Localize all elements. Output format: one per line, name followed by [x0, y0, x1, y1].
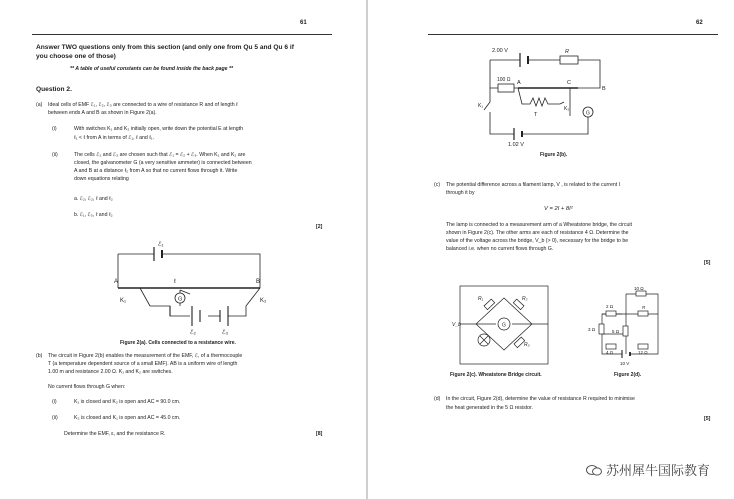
section-instructions: Answer TWO questions only from this section (and only one from Qu 5 and Qu 6 if you choose one of those) — [36, 44, 294, 60]
part-c-marks: [5] — [704, 260, 711, 266]
part-a-marks: [2] — [316, 224, 323, 230]
part-a-ii-label: (ii) — [52, 152, 58, 158]
fig2a-a: A — [114, 279, 119, 285]
watermark — [586, 460, 710, 479]
part-b-marks: [8] — [316, 431, 323, 437]
part-c-text-5: value of the voltage across the bridge, V_b (> 0), necessary for the bridge to be — [446, 238, 629, 244]
fig2d-5ohm: 5 Ω — [612, 329, 620, 334]
part-b-ii-text: K₂ is closed and K₁ is open and AC = 45.0 cm. — [74, 415, 181, 421]
part-c-equation: V = 2I + 8I² — [544, 206, 573, 212]
fig2b-c: C — [567, 80, 571, 86]
fig2b-g: G — [586, 110, 590, 117]
fig2a-b: B — [256, 279, 261, 285]
part-d-text-2: the heat generated in the 5 Ω resistor. — [446, 405, 533, 411]
fig2b-102v: 1.02 V — [508, 142, 524, 148]
part-b-text-3: 1.00 m and resistance 2.00 Ω. K₁ and K₂ are switches. — [48, 369, 173, 375]
fig2b-k2: K₂ — [564, 106, 570, 112]
exam-page-61 — [0, 0, 366, 499]
part-b-text-1: The circuit in Figure 2(b) enables the measurement of the EMF, ℰ, of a thermocouple — [48, 353, 243, 359]
fig2a-e1: ℰ₁ — [158, 242, 164, 248]
fig2b-100ohm: 100 Ω — [497, 77, 511, 83]
part-d-label: (d) — [434, 396, 441, 402]
part-a-i-text-2: ℓ₁ < ℓ from A in terms of ℰ₁, ℓ and ℓ₁. — [74, 135, 155, 141]
header-rule — [32, 34, 332, 35]
part-c-text-4: shown in Figure 2(c). The other arms are each of resistance 4 Ω. Determine the — [446, 230, 629, 236]
part-a-ii-text-3: A and B at a distance ℓ₂ from A so that no current flows through it. Write — [74, 168, 238, 174]
fig2d-10ohm: 10 Ω — [634, 286, 644, 291]
fig2a-e2: ℰ₂ — [190, 330, 196, 336]
figure-2c-caption: Figure 2(c). Wheatstone Bridge circuit. — [450, 372, 542, 378]
part-b-i-text: K₁ is closed and K₂ is open and AC = 90.0 cm. — [74, 399, 181, 405]
fig2a-k2: K₂ — [260, 298, 267, 304]
fig2b-b: B — [602, 86, 606, 92]
part-d-marks: [5] — [704, 416, 711, 422]
constants-note: ** A table of useful constants can be found inside the back page ** — [70, 66, 234, 72]
fig2d-3ohm: 3 Ω — [588, 327, 596, 332]
figure-2b-circuit — [478, 44, 608, 148]
question-title: Question 2. — [36, 86, 72, 93]
watermark-text: 苏州犀牛国际教育 — [605, 464, 710, 479]
fig2b-2v: 2.00 V — [492, 48, 508, 54]
part-a-ii-text-2: closed, the galvanometer G (a very sensitive ammeter) is connected between — [74, 160, 252, 166]
fig2b-r: R — [565, 49, 569, 55]
part-c-label: (c) — [434, 182, 441, 188]
wechat-icon — [586, 464, 602, 476]
fig2d-10v: 10 V — [620, 361, 630, 366]
figure-2d-caption: Figure 2(d). — [614, 372, 642, 378]
part-c-text-6: balanced i.e. when no current flows through G. — [446, 246, 554, 252]
fig2a-length-l: ℓ — [174, 279, 176, 285]
fig2b-k1: K₁ — [478, 103, 484, 109]
figure-2a-caption: Figure 2(a). Cells connected to a resistance wire. — [120, 340, 236, 346]
part-c-text-2: through it by — [446, 190, 475, 196]
fig2c-r1: R₁ — [478, 296, 484, 302]
fig2b-a: A — [517, 80, 521, 86]
exam-page-62 — [368, 0, 734, 499]
figure-2d-network — [586, 286, 668, 368]
part-a-label: (a) — [36, 102, 43, 108]
part-d-text-1: In the circuit, Figure 2(d), determine the value of resistance R required to minimise — [446, 396, 635, 402]
part-a-i-label: (i) — [52, 126, 57, 132]
fig2d-4ohm: 4 Ω — [606, 350, 614, 355]
fig2c-vb: V_b — [452, 322, 461, 328]
part-a-text-1: Ideal cells of EMF ℰ₁, ℰ₂, ℰ₃ are connected to a wire of resistance R and of length ℓ — [48, 102, 238, 108]
part-c-text-1: The potential difference across a filament lamp, V , is related to the current I — [446, 182, 621, 188]
fig2d-2ohm: 2 Ω — [606, 304, 614, 309]
part-b-text-2: T (a temperature dependent source of a small EMF). AB is a uniform wire of length — [48, 361, 238, 367]
part-a-text-2: between ends A and B as shown in Figure 2(a). — [48, 110, 157, 116]
figure-2a-circuit — [110, 236, 280, 338]
part-b-label: (b) — [36, 353, 43, 359]
part-a-ii-text-1: The cells ℰ₂ and ℰ₃ are chosen such that ℰ₁ = ℰ₂ + ℰ₃. When K₁ and K₂ are — [74, 152, 246, 158]
header-rule — [428, 34, 718, 35]
part-a-sub-b: b. ℰ₁, ℰ₃, ℓ and ℓ₂ — [74, 212, 113, 218]
part-a-i-text-1: With switches K₁ and K₂ initially open, write down the potential E at length — [74, 126, 243, 132]
fig2b-t: T — [534, 112, 538, 118]
fig2a-galvanometer: G — [178, 296, 183, 303]
page-number: 62 — [696, 20, 703, 26]
part-b-determine: Determine the EMF, ε, and the resistance R. — [64, 431, 166, 437]
fig2c-g: G — [502, 322, 506, 329]
fig2a-k1: K₁ — [120, 298, 127, 304]
part-b-ii-label: (ii) — [52, 415, 58, 421]
part-a-sub-a: a. ℰ₂, ℰ₂, ℓ and ℓ₂ — [74, 196, 113, 202]
part-b-text-4: No current flows through G when: — [48, 384, 126, 390]
part-a-ii-text-4: down equations relating — [74, 176, 129, 182]
figure-2b-caption: Figure 2(b). — [540, 152, 568, 158]
figure-2c-wheatstone — [452, 284, 552, 366]
part-b-i-label: (i) — [52, 399, 57, 405]
fig2d-r: R — [642, 305, 646, 310]
fig2c-r3: R₃ — [524, 342, 530, 348]
fig2c-r2: R₂ — [522, 296, 528, 302]
page-number: 61 — [300, 20, 307, 26]
fig2a-e3: ℰ₃ — [222, 330, 229, 336]
part-c-text-3: The lamp is connected to a measurement arm of a Wheatstone bridge, the circuit — [446, 222, 632, 228]
fig2d-12ohm: 12 Ω — [638, 350, 648, 355]
